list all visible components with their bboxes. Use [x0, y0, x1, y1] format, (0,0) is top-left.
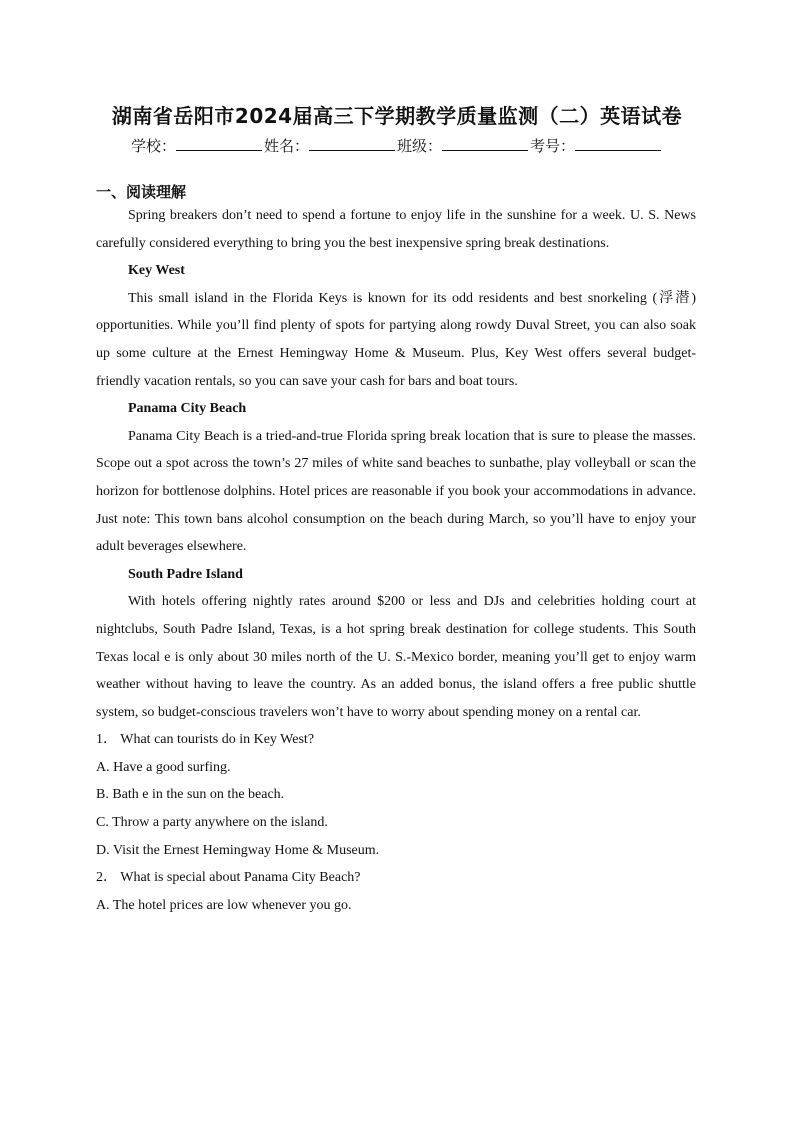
question-2-stem: 2． What is special about Panama City Beach?: [96, 870, 361, 886]
exam-number-label: 考号：: [530, 137, 576, 155]
paragraph-south-padre-island: With hotels offering nightly rates around $200 or less and DJs and celebrities holding court at nightclubs, South Padre Island, Texas, is a hot spring break destination for college students. This South Texas local e is only about 30 miles north of the U. S.-Mexico border, meaning you’ll get to enjoy warm weather without having to leave the country. As an added bonus, the island offers a free public shuttle system, so budget-conscious travelers won’t have to worry about spending money on a rental car.: [96, 594, 696, 720]
question-1-option-d[interactable]: D. Visit the Ernest Hemingway Home & Museum.: [96, 842, 380, 858]
intro-paragraph: Spring breakers don’t need to spend a fortune to enjoy life in the sunshine for a week. U. S. News carefully considered everything to bring you the best inexpensive spring break destinations.: [96, 208, 696, 251]
paragraph-panama-city-beach: Panama City Beach is a tried-and-true Florida spring break location that is sure to please the masses. Scope out a spot across the town’s 27 miles of white sand beaches to sunbathe, play volleyball or scan the horizon for bottlenose dolphins. Hotel prices are reasonable if you book your accommodations in advance. Just note: This town bans alcohol consumption on the beach during March, so you’ll have to enjoy your adult beverages elsewhere.: [96, 428, 696, 555]
question-1-option-c[interactable]: C. Throw a party anywhere on the island.: [96, 815, 328, 831]
reading-content: [96, 202, 696, 919]
paragraph-key-west: This small island in the Florida Keys is known for its odd residents and best snorkeling (浮潜) opportunities. While you’ll find plenty of spots for partying along rowdy Duval Street, you can also soak up some culture at the Ernest Hemingway Home & Museum. Plus, Key West offers several budget-friendly vacation rentals, so you can save your cash for bars and boat tours.: [96, 290, 696, 389]
name-blank[interactable]: [309, 136, 395, 151]
exam-number-field[interactable]: [530, 135, 663, 156]
question-1-option-b[interactable]: B. Bath e in the sun on the beach.: [96, 787, 285, 803]
subheading-panama-city-beach: Panama City Beach: [128, 401, 247, 417]
question-1-option-a[interactable]: A. Have a good surfing.: [96, 759, 231, 775]
exam-title: 湖南省岳阳市2024届高三下学期教学质量监测（二）英语试卷: [111, 104, 683, 128]
student-info-row: [0, 135, 794, 156]
class-blank[interactable]: [442, 136, 528, 151]
name-label: 姓名：: [263, 137, 309, 155]
school-label: 学校：: [130, 137, 176, 155]
subheading-south-padre-island: South Padre Island: [128, 566, 243, 582]
exam-number-blank[interactable]: [575, 136, 661, 151]
school-blank[interactable]: [176, 136, 262, 151]
question-2-option-a[interactable]: A. The hotel prices are low whenever you go.: [96, 897, 352, 913]
school-field[interactable]: [131, 135, 264, 156]
class-field[interactable]: [397, 135, 530, 156]
name-field[interactable]: [264, 135, 397, 156]
class-label: 班级：: [397, 137, 443, 155]
subheading-key-west: Key West: [128, 263, 185, 279]
section-heading: 一、阅读理解: [96, 183, 187, 201]
question-1-stem: 1． What can tourists do in Key West?: [96, 732, 315, 748]
